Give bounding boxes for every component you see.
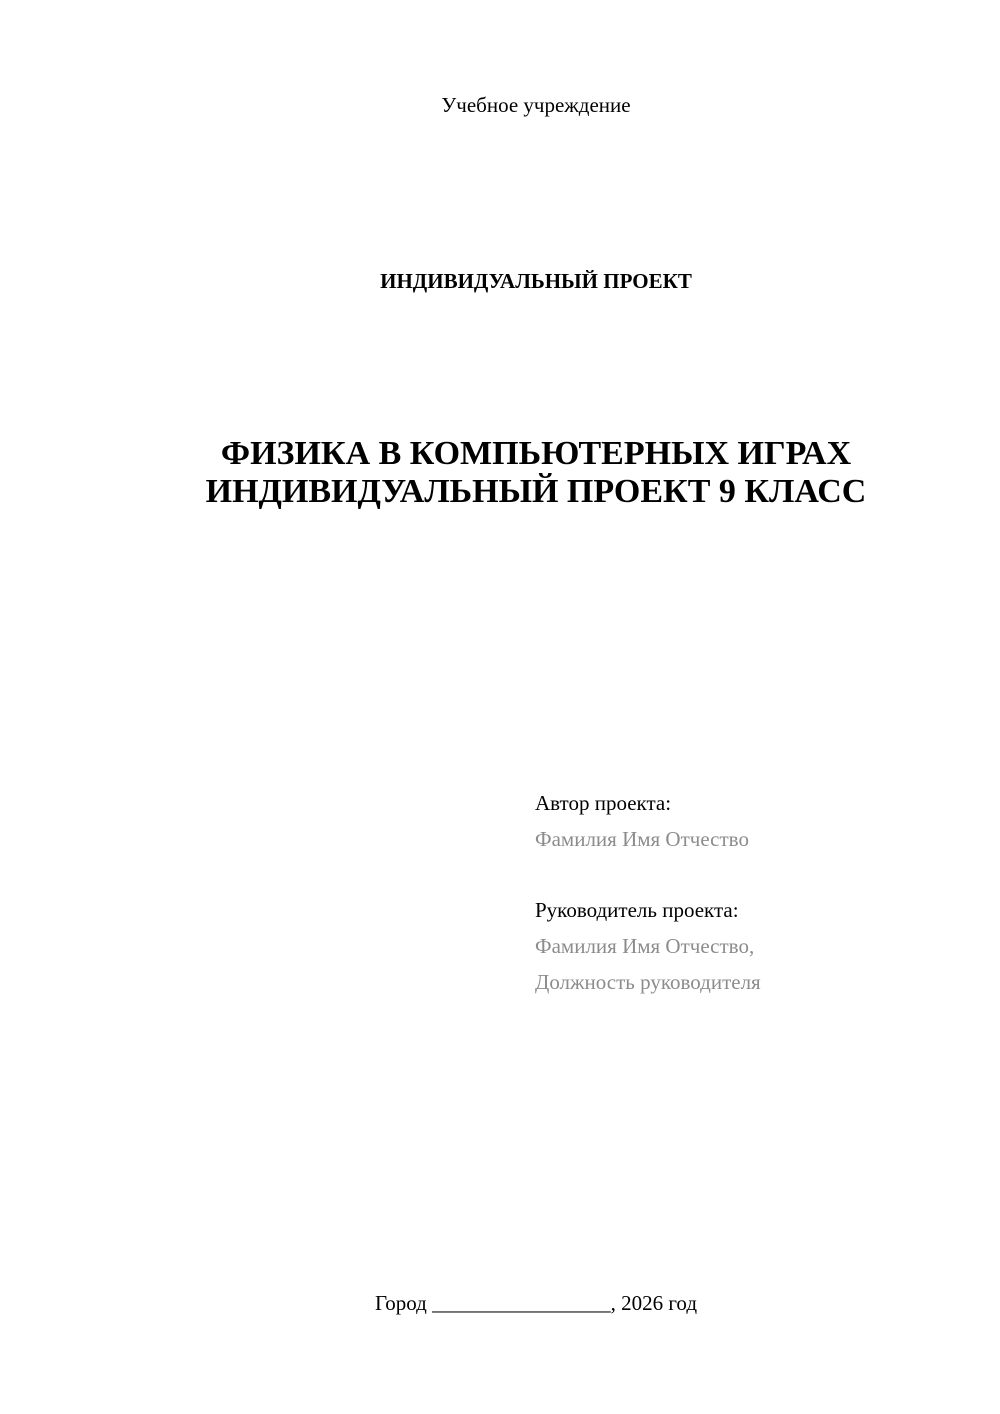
supervisor-label: Руководитель проекта: — [535, 898, 739, 922]
project-title-line-2: ИНДИВИДУАЛЬНЫЙ ПРОЕКТ 9 КЛАСС — [205, 473, 867, 510]
author-block — [535, 785, 749, 857]
project-title — [0, 435, 1000, 511]
author-name: Фамилия Имя Отчество — [535, 827, 749, 851]
supervisor-name: Фамилия Имя Отчество, — [535, 934, 755, 958]
author-label: Автор проекта: — [535, 791, 672, 815]
city-year-footer: Город _________________, 2026 год — [374, 1291, 698, 1315]
project-type-heading: ИНДИВИДУАЛЬНЫЙ ПРОЕКТ — [380, 269, 692, 293]
project-title-line-1: ФИЗИКА В КОМПЬЮТЕРНЫХ ИГРАХ — [220, 435, 852, 472]
supervisor-block — [535, 892, 761, 1000]
institution-name: Учебное учреждение — [441, 93, 631, 117]
supervisor-position: Должность руководителя — [535, 970, 761, 994]
